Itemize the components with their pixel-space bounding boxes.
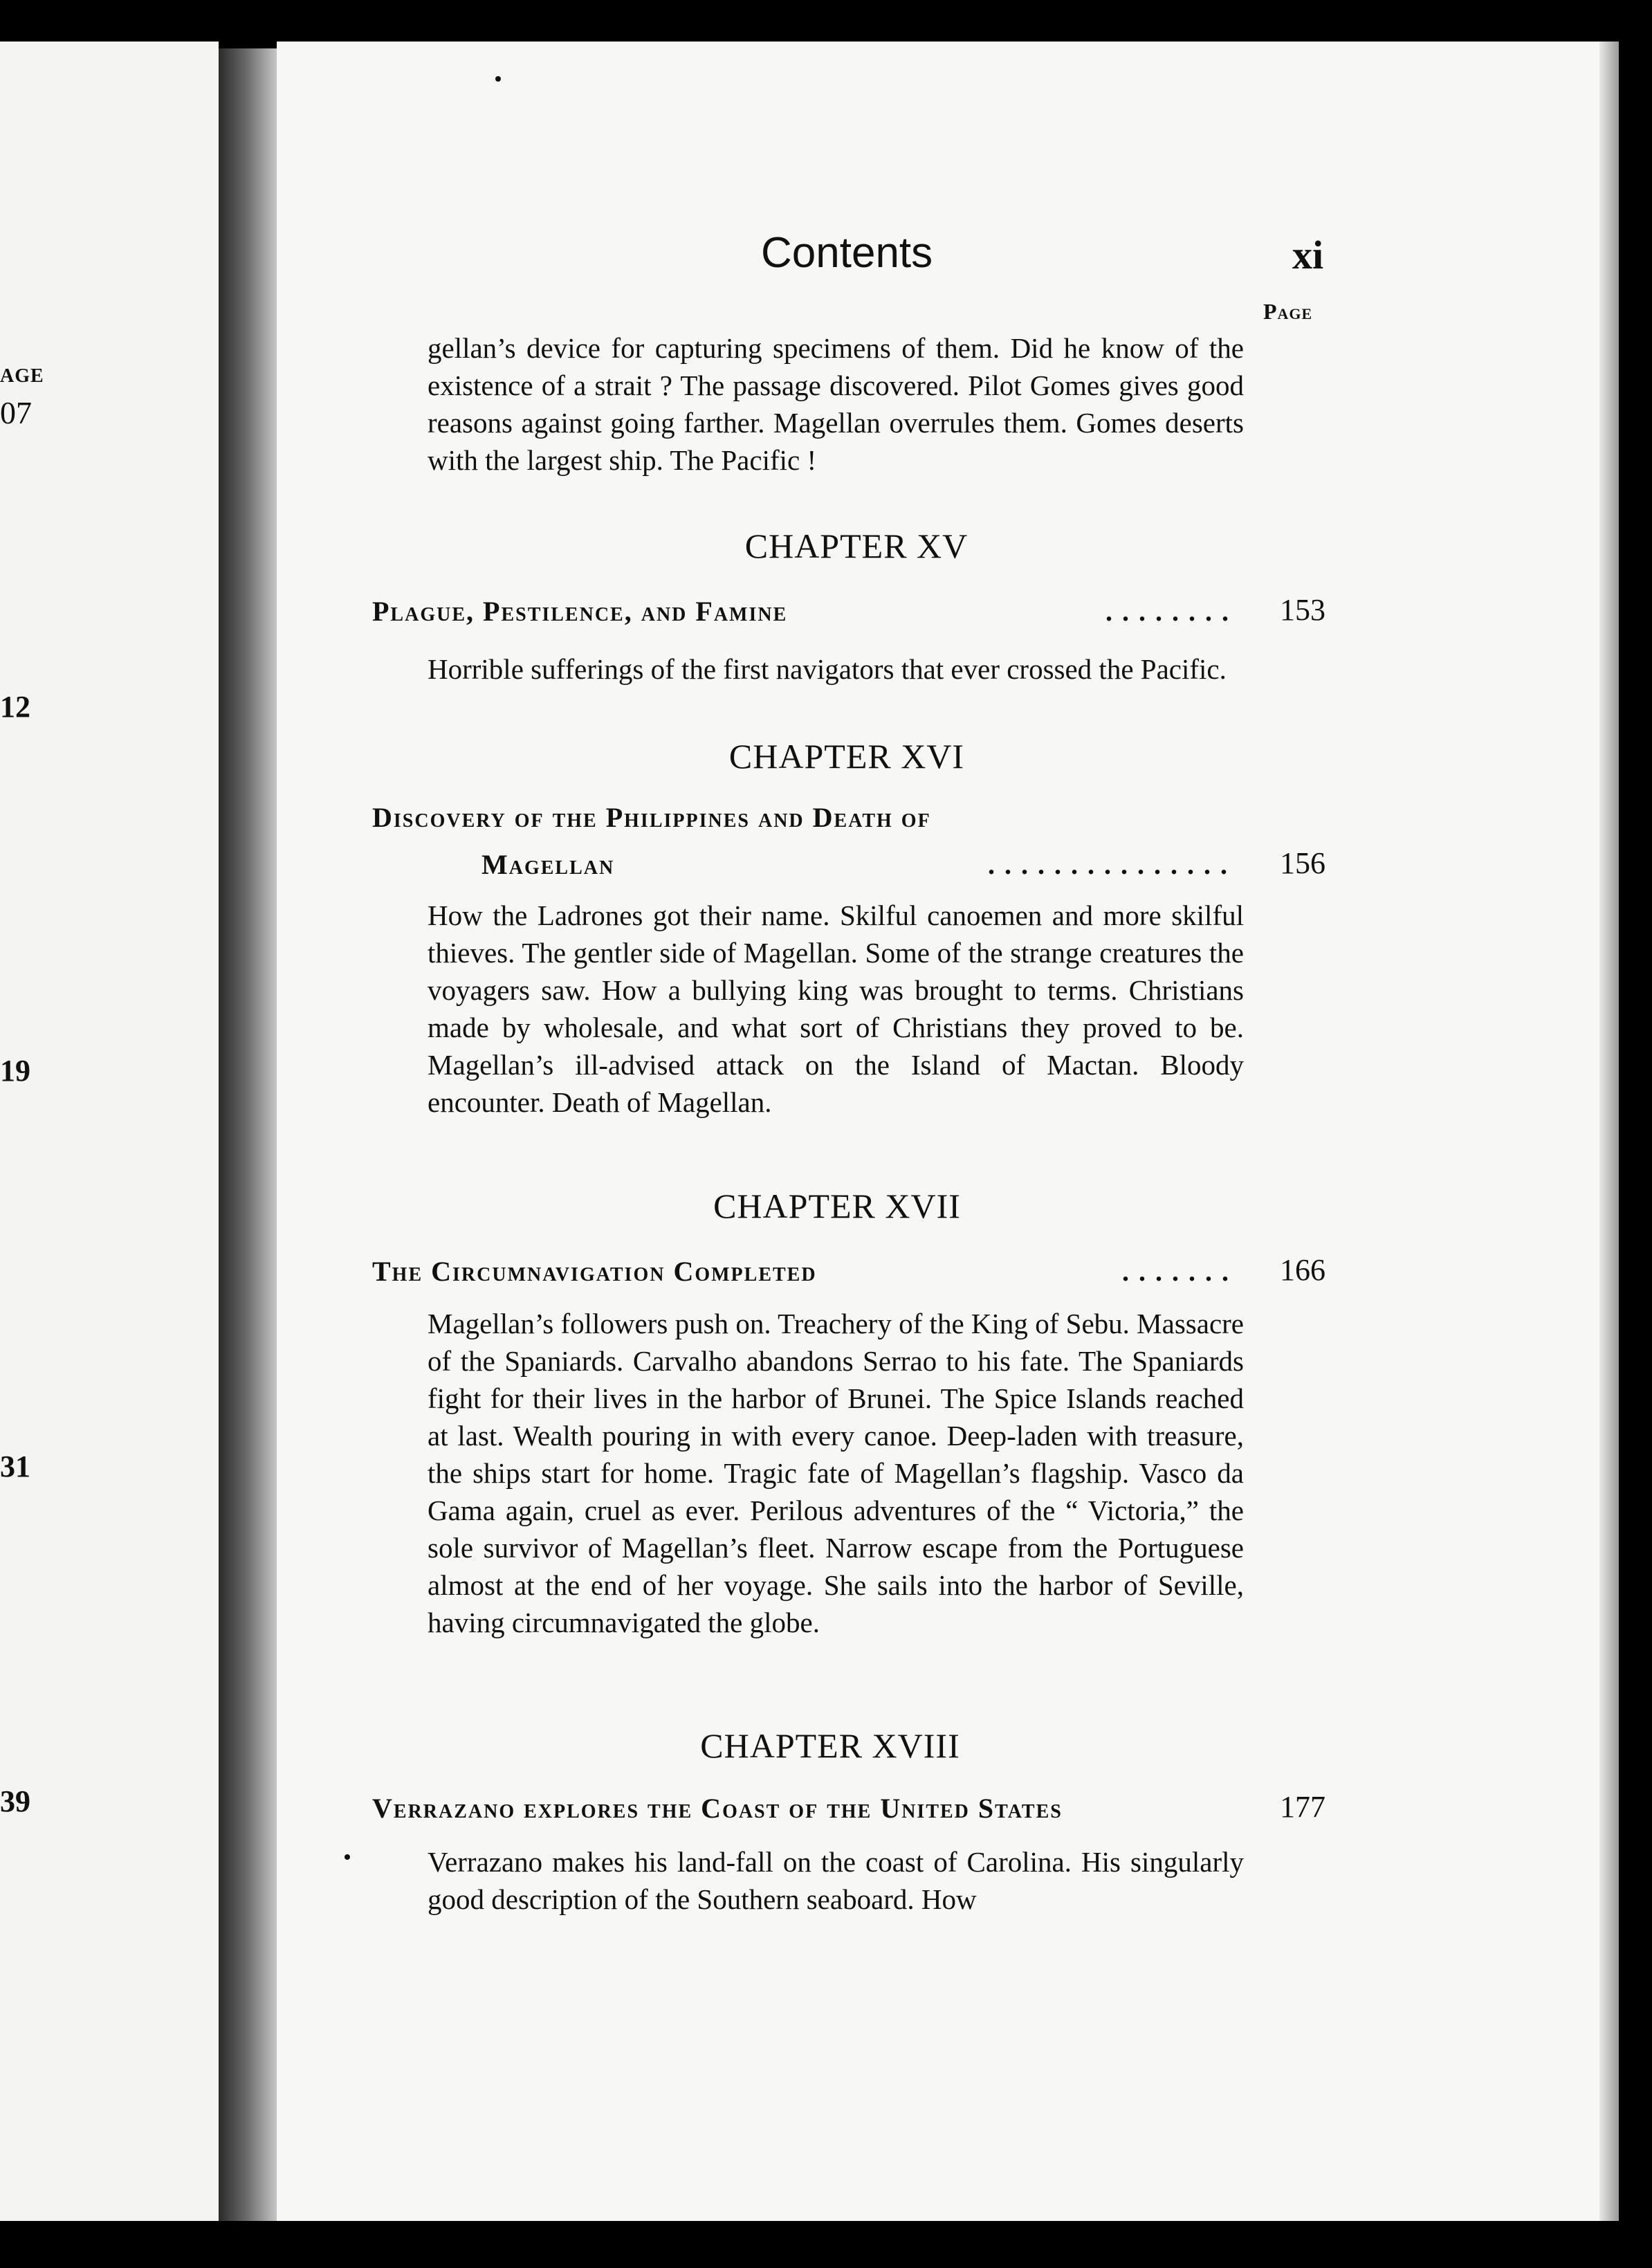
running-head-title: Contents — [761, 229, 933, 277]
toc-page-number: 166 — [1280, 1253, 1325, 1287]
dot-leader: . . . . . . . . — [1105, 596, 1230, 627]
dot-leader: . . . . . . . — [1122, 1256, 1230, 1287]
entry-title-text: Magellan — [481, 849, 615, 880]
summary-paragraph: Horrible sufferings of the first navigators that ever crossed the Pacific. — [428, 653, 1227, 685]
entry-title-text: Discovery of the Philippines and Death of — [372, 802, 931, 833]
toc-page-number: 153 — [1280, 593, 1325, 627]
scan-speck — [495, 76, 501, 82]
chapter-heading: CHAPTER XVII — [713, 1187, 961, 1225]
summary-paragraph: Verrazano makes his land-fall on the coast of Carolina. His singularly good description of the Southern seaboard. How — [428, 1846, 1244, 1915]
folio-page-number: xi — [1292, 232, 1324, 277]
summary-paragraph: gellan’s device for capturing specimens of them. Did he know of the existence of a strait ? The passage discovered. Pilot Gomes gives good reasons against going farther. Magellan overrules them. Gomes deserts with the largest ship. The Pacific ! — [428, 332, 1244, 476]
toc-page-number: 177 — [1280, 1790, 1325, 1824]
toc-page-number: 156 — [1280, 846, 1325, 880]
toc-entry-title — [372, 796, 1230, 840]
left-page-number: 31 — [0, 1449, 30, 1483]
summary-paragraph: How the Ladrones got their name. Skilful canoemen and more skilful thieves. The gentler side of Magellan. Some of the strange creatures the voyagers saw. How a bullying king was brought to terms. Christians made by wholesale, and what sort of Christians they proved to be. Magellan’s ill-advised attack on the Island of Mactan. Bloody encounter. Death of Magellan. — [428, 899, 1244, 1118]
page-column-label: Page — [1263, 299, 1313, 324]
entry-title-text: The Circumnavigation Completed — [372, 1256, 817, 1287]
left-page-label: AGE — [0, 365, 44, 387]
toc-entry-title-continued — [481, 843, 1229, 887]
scan-speck — [345, 1854, 350, 1860]
entry-title-text: Verrazano explores the Coast of the United States — [372, 1793, 1063, 1824]
chapter-heading: CHAPTER XVI — [728, 737, 965, 776]
toc-entry-title — [372, 1250, 1230, 1294]
left-page-number: 19 — [0, 1054, 30, 1088]
left-page-number: 12 — [0, 690, 30, 724]
chapter-heading: CHAPTER XVIII — [700, 1726, 960, 1765]
left-page-number: 07 — [0, 395, 32, 430]
left-page-number: 39 — [0, 1784, 30, 1818]
dot-leader: . . . . . . . . . . . . . . . — [988, 849, 1229, 880]
toc-entry-title — [372, 589, 1230, 634]
chapter-heading: CHAPTER XV — [744, 527, 969, 565]
entry-title-text: Plague, Pestilence, and Famine — [372, 596, 788, 627]
summary-paragraph: Magellan’s followers push on. Treachery of the King of Sebu. Massacre of the Spaniards. Carvalho abandons Serrao to his fate. The Spaniards fight for their lives in the harbor of Brunei. The Spice Islands reached at last. Wealth pouring in with every canoe. Deep-laden with treasure, the ships start for home. Tragic fate of Magellan’s flagship. Vasco da Gama again, cruel as ever. Perilous adventures of the “ Victoria,” the sole survivor of Magellan’s fleet. Narrow escape from the Portuguese almost at the end of her voyage. She sails into the harbor of Seville, having circumnavigated the globe. — [428, 1308, 1244, 1638]
toc-entry-title — [372, 1786, 1230, 1831]
page-edge — [1599, 42, 1619, 2221]
